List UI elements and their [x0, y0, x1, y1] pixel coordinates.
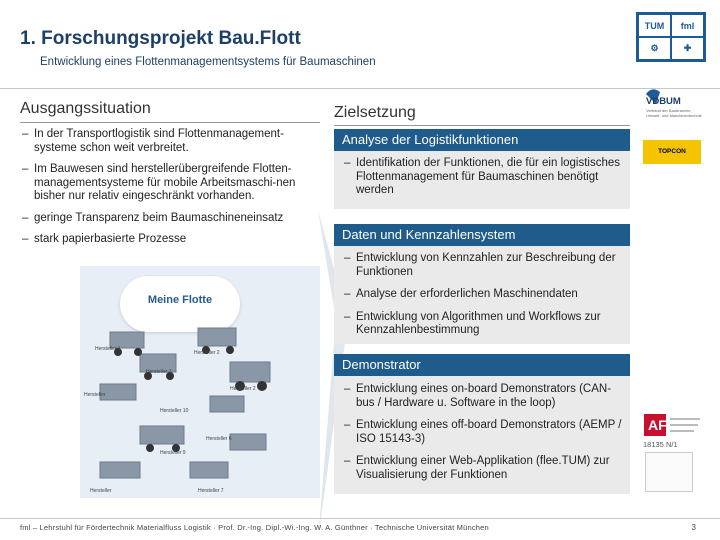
machine-label: Hersteller: [90, 488, 112, 494]
topcon-logo: TOPCON: [643, 140, 701, 164]
list-item: – In der Transportlogistik sind Flottenmanagement-systeme schon weit verbreitet.: [22, 128, 317, 155]
heading-zielsetzung: Zielsetzung: [334, 104, 416, 121]
logo-cell-icon: ✚: [672, 38, 703, 59]
heading-ausgangssituation: Ausgangssituation: [20, 100, 151, 117]
machine-icon: [140, 426, 184, 444]
machine-label: Hersteller 1: [95, 346, 121, 352]
fml-logo-text: fml: [672, 15, 703, 36]
machine-icon: [230, 362, 270, 382]
situation-list: [22, 128, 317, 255]
fleet-machines: [80, 266, 320, 498]
svg-text:AF: AF: [648, 417, 667, 433]
heading-underline: [334, 125, 630, 126]
list-item: – Analyse der erforderlichen Maschinendaten: [344, 288, 624, 302]
section-header-daten: Daten und Kennzahlensystem: [334, 224, 630, 246]
list-item: – Im Bauwesen sind herstellerübergreifende Flotten-managementsysteme für mobile Arbeitsmaschi-nen bisher nur relativ eingeschränkt vorhanden.: [22, 163, 317, 204]
slide-subtitle: Entwicklung eines Flottenmanagementsystems für Baumaschinen: [40, 56, 376, 68]
page-number: 3: [691, 523, 696, 532]
logo-cell-icon: ⚙: [639, 38, 670, 59]
machine-label: Hersteller 7: [198, 488, 224, 494]
machine-icon: [210, 396, 244, 412]
header-divider: [0, 88, 720, 89]
project-code: 18135 N/1: [643, 440, 678, 449]
machine-icon: [198, 328, 236, 346]
footer-text: fml – Lehrstuhl für Fördertechnik Materialfluss Logistik · Prof. Dr.-Ing. Dipl.-Wi.-Ing. W. A. Günthner · Technische Universität München: [20, 523, 489, 532]
ministry-seal: [645, 452, 693, 492]
list-item: – Entwicklung einer Web-Applikation (flee.TUM) zur Visualisierung der Funktionen: [344, 455, 624, 482]
tum-logo-text: TUM: [639, 15, 670, 36]
slide-title: 1. Forschungsprojekt Bau.Flott: [20, 28, 301, 49]
list-item: – Identifikation der Funktionen, die für ein logistisches Flottenmanagement für Baumaschinen benötigt werden: [344, 157, 624, 198]
machine-label: Hersteller 9: [160, 450, 186, 456]
footer-divider: [0, 518, 720, 519]
demonstrator-list: [344, 383, 624, 491]
fleet-illustration: [80, 266, 320, 498]
heading-underline: [20, 122, 320, 123]
aif-logo: [644, 414, 702, 436]
section-header-demonstrator: Demonstrator: [334, 354, 630, 376]
machine-label: Hersteller: [84, 392, 106, 398]
machine-label: Hersteller 2: [230, 386, 256, 392]
machine-icon: [190, 462, 228, 478]
machine-icon: [100, 462, 140, 478]
machine-label: Hersteller 3: [146, 369, 172, 375]
cloud-label: Meine Flotte: [147, 294, 213, 306]
machine-icon: [230, 434, 266, 450]
machine-label: Hersteller 10: [160, 408, 189, 414]
machine-label: Hersteller 6: [206, 436, 232, 442]
analyse-list: [344, 157, 624, 207]
list-item: – stark papierbasierte Prozesse: [22, 233, 317, 247]
vdbum-logo-text: VDBUM: [646, 96, 681, 107]
list-item: – Entwicklung eines off-board Demonstrators (AEMP / ISO 15143-3): [344, 419, 624, 446]
machine-label: Hersteller 2: [194, 350, 220, 356]
daten-list: [344, 252, 624, 347]
list-item: – Entwicklung von Kennzahlen zur Beschreibung der Funktionen: [344, 252, 624, 279]
vdbum-logo-subtext: Verband der Baubranche, Umwelt- und Maschinentechnik: [646, 108, 702, 118]
list-item: – Entwicklung eines on-board Demonstrators (CAN-bus / Hardware u. Software in the loop): [344, 383, 624, 410]
tum-fml-logo: [636, 12, 706, 62]
list-item: – geringe Transparenz beim Baumaschineneinsatz: [22, 212, 317, 226]
list-item: – Entwicklung von Algorithmen und Workflows zur Kennzahlenbestimmung: [344, 311, 624, 338]
section-header-analyse: Analyse der Logistikfunktionen: [334, 129, 630, 151]
